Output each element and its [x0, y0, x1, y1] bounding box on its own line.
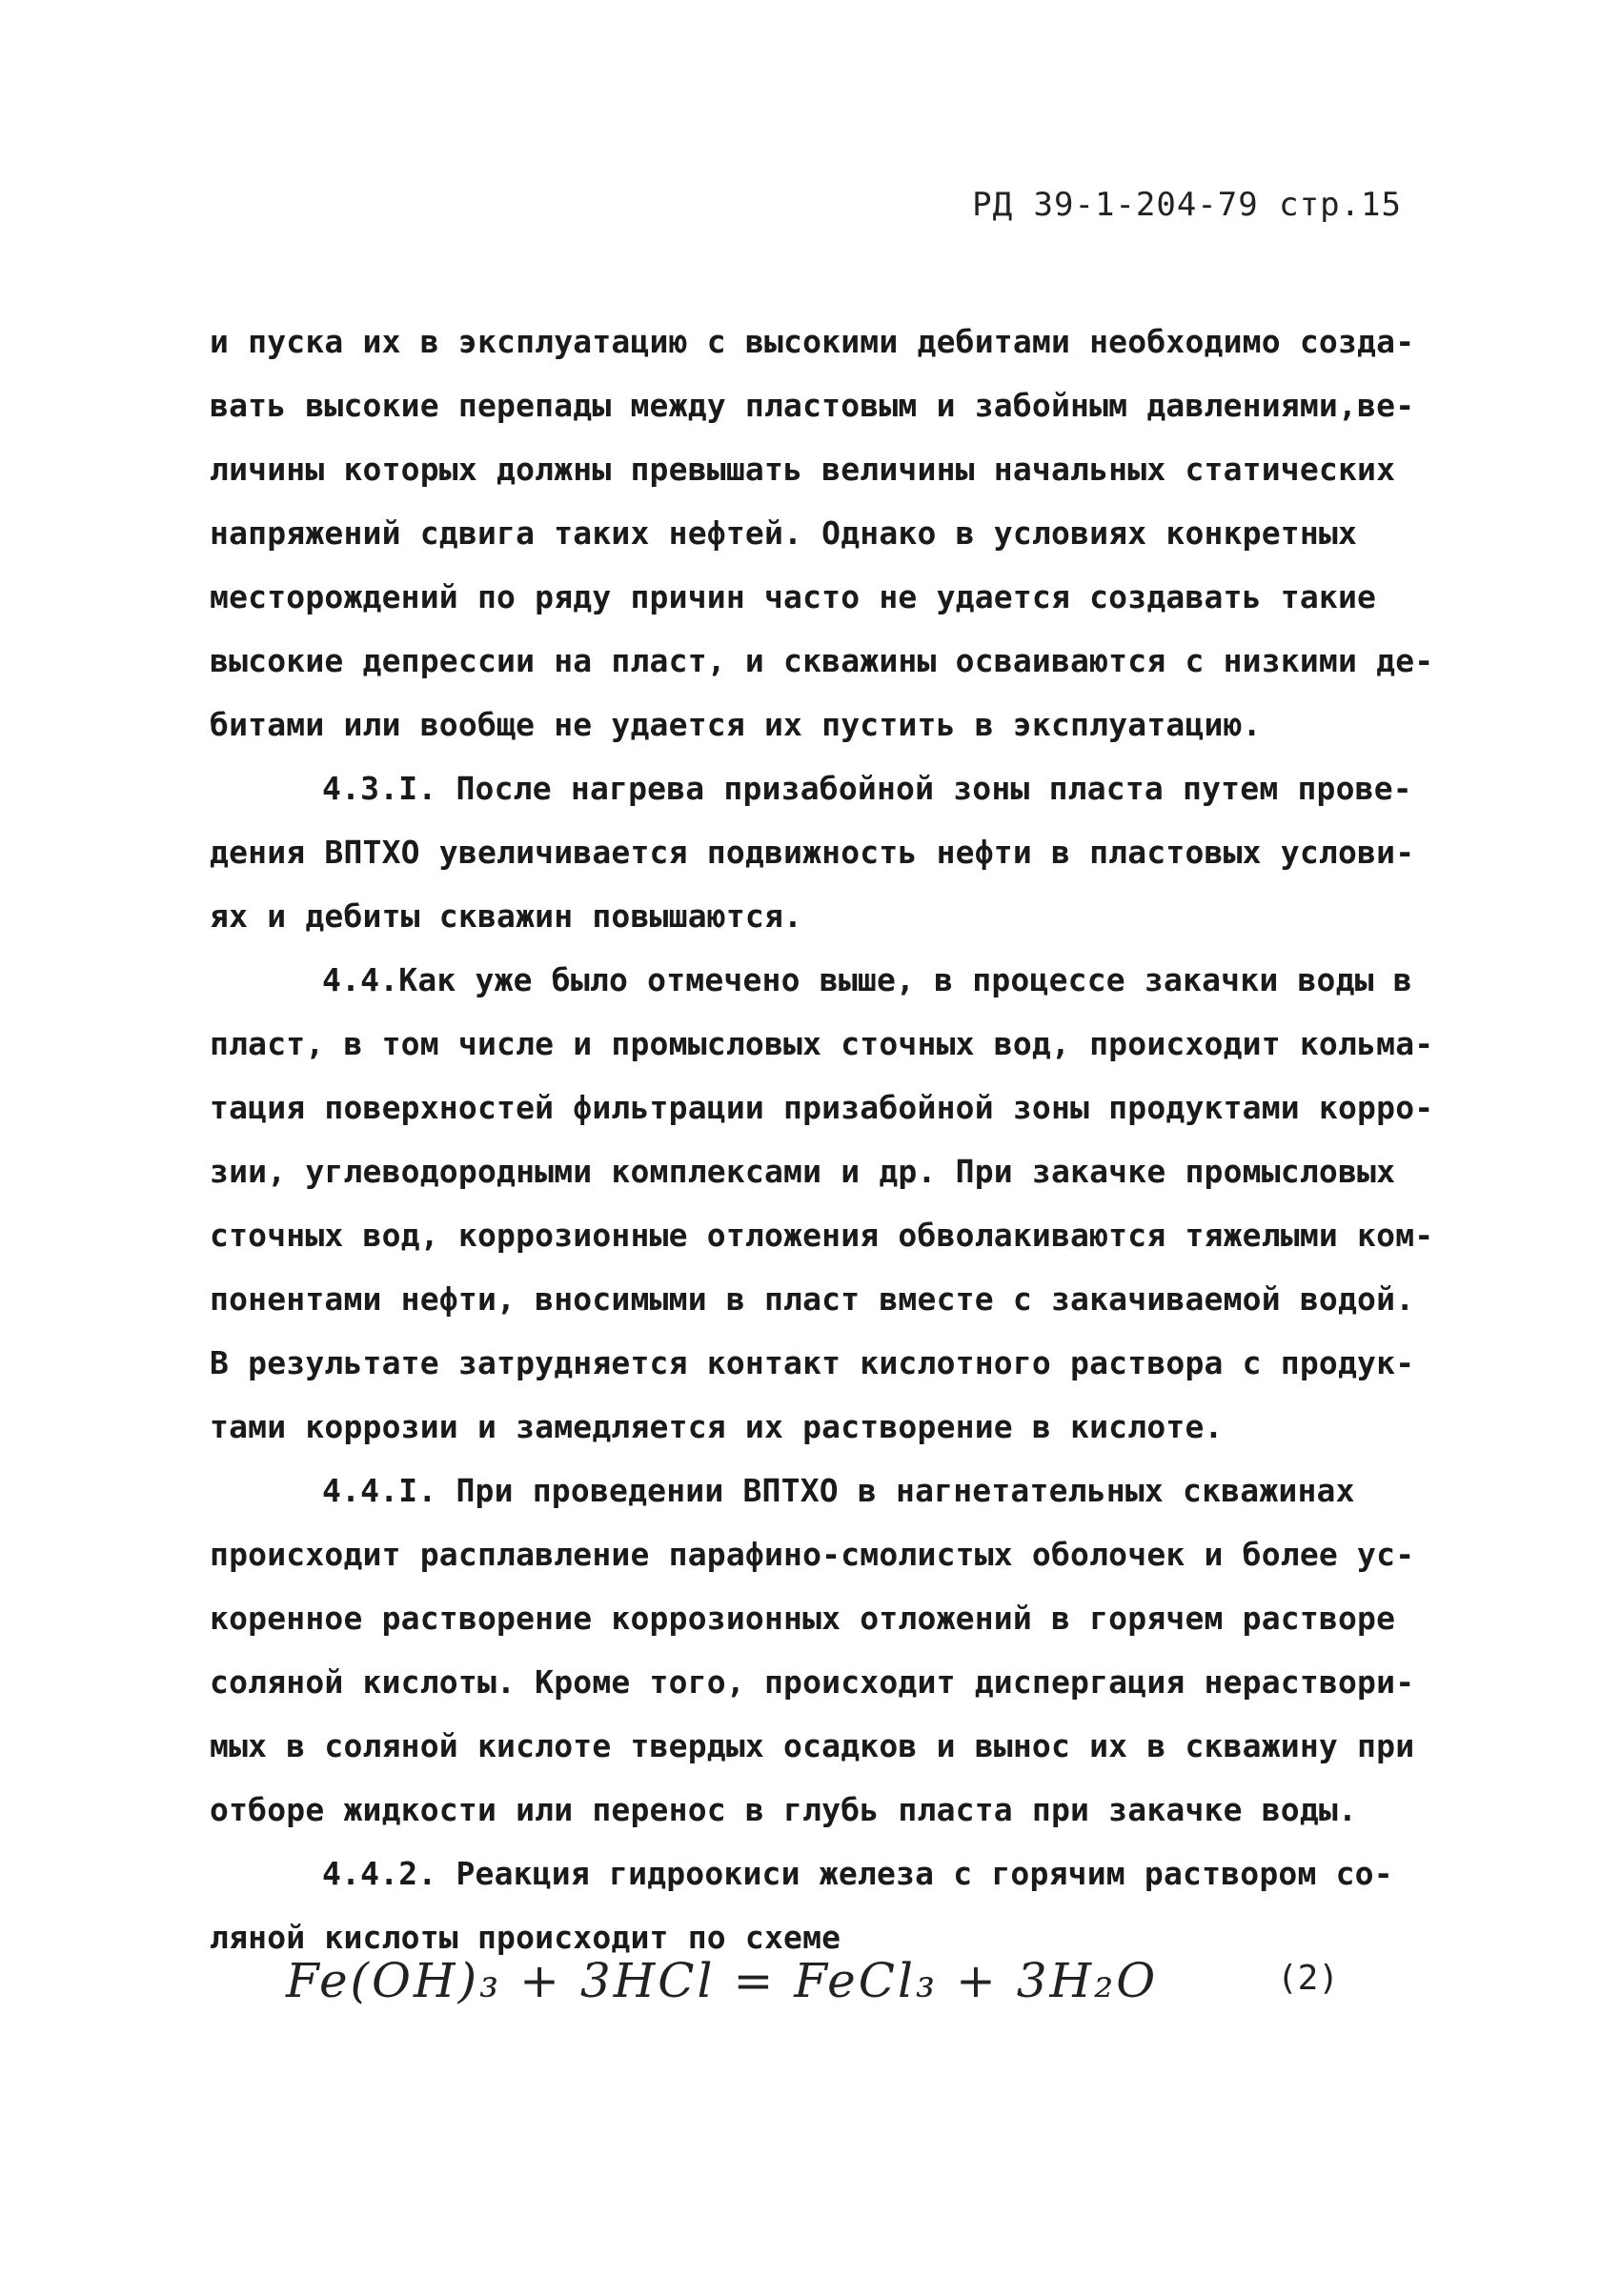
text-line: личины которых должны превышать величины начальных статических [210, 451, 1396, 488]
paragraph-start-4-4-2: 4.4.2. Реакция гидроокиси железа с горячим раствором со- [322, 1855, 1393, 1892]
text-line: напряжений сдвига таких нефтей. Однако в условиях конкретных [210, 514, 1358, 552]
text-line: вать высокие перепады между пластовым и забойным давлениями,ве- [210, 387, 1415, 424]
text-line: пласт, в том числе и промысловых сточных вод, происходит кольма- [210, 1025, 1434, 1062]
text-line: происходит расплавление парафино-смолистых оболочек и более ус- [210, 1536, 1415, 1573]
text-line: высокие депрессии на пласт, и скважины осваиваются с низкими де- [210, 642, 1434, 679]
text-line: месторождений по ряду причин часто не удается создавать такие [210, 578, 1377, 615]
text-line: дения ВПТХО увеличивается подвижность нефти в пластовых услови- [210, 834, 1415, 871]
chemical-equation: Fe(OH)₃ + 3HCl = FeCl₃ + 3H₂O [286, 1953, 1159, 2008]
text-line: В результате затрудняется контакт кислотного раствора с продук- [210, 1344, 1415, 1381]
text-line: понентами нефти, вносимыми в пласт вместе с закачиваемой водой. [210, 1280, 1415, 1318]
text-line: тами коррозии и замедляется их растворение в кислоте. [210, 1408, 1224, 1445]
text-line: отборе жидкости или перенос в глубь пласта при закачке воды. [210, 1791, 1358, 1828]
paragraph-start-4-3-1: 4.3.I. После нагрева призабойной зоны пласта путем прове- [322, 770, 1412, 807]
text-line: битами или вообще не удается их пустить в эксплуатацию. [210, 706, 1262, 743]
text-line: ях и дебиты скважин повышаются. [210, 897, 803, 935]
equation-number: (2) [1277, 1959, 1340, 1998]
equation-row [286, 1953, 1340, 2039]
text-line: ляной кислоты происходит по схеме [210, 1919, 841, 1956]
paragraph-start-4-4-1: 4.4.I. При проведении ВПТХО в нагнетательных скважинах [322, 1472, 1355, 1509]
text-line: мых в соляной кислоте твердых осадков и вынос их в скважину при [210, 1727, 1415, 1764]
text-line: сточных вод, коррозионные отложения обволакиваются тяжелыми ком- [210, 1217, 1434, 1254]
text-line: тация поверхностей фильтрации призабойной зоны продуктами корро- [210, 1089, 1434, 1126]
document-reference: РД 39-1-204-79 стр.15 [972, 186, 1402, 224]
body-text [210, 310, 1434, 1969]
text-line: и пуска их в эксплуатацию с высокими дебитами необходимо созда- [210, 323, 1415, 360]
paragraph-start-4-4: 4.4.Как уже было отмечено выше, в процессе закачки воды в [322, 961, 1412, 998]
text-line: зии, углеводородными комплексами и др. При закачке промысловых [210, 1153, 1396, 1190]
text-line: соляной кислоты. Кроме того, происходит диспергация нераствори- [210, 1663, 1415, 1701]
text-line: коренное растворение коррозионных отложений в горячем растворе [210, 1600, 1396, 1637]
